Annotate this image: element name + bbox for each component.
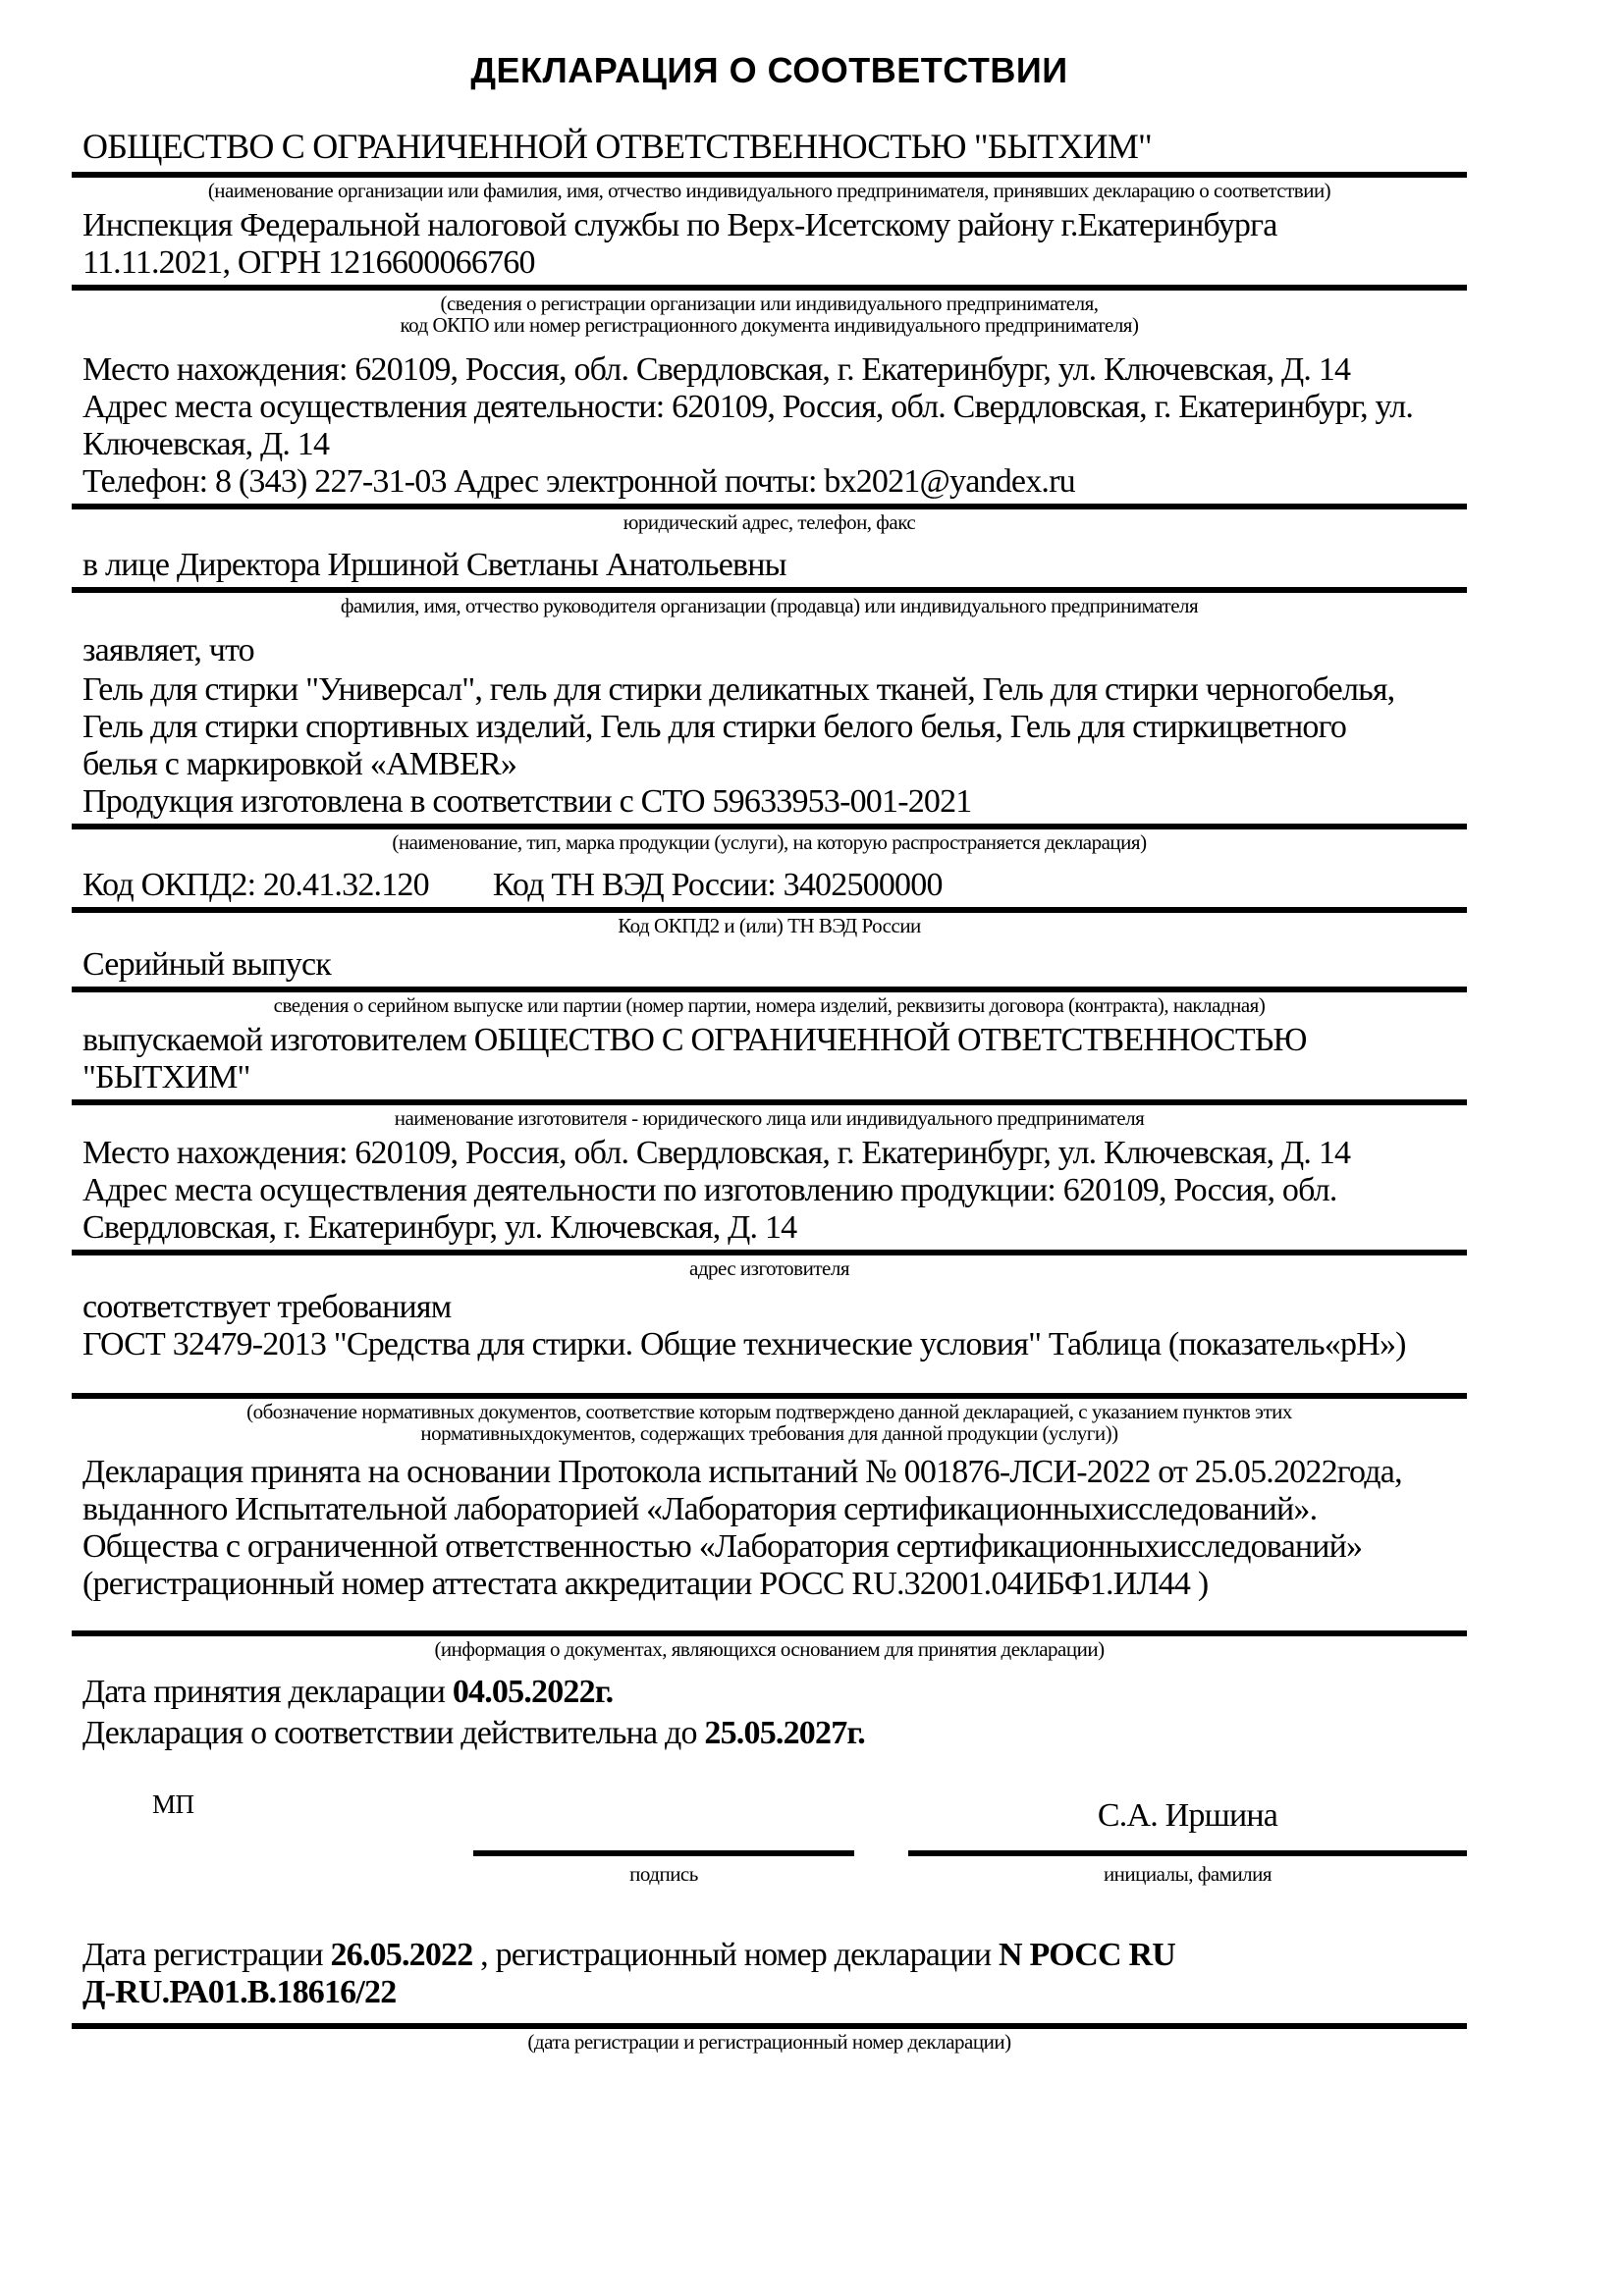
basis-line: Декларация принята на основании Протокола испытаний № 001876-ЛСИ-2022 от 25.05.2022года, — [82, 1454, 1402, 1490]
declarant-caption: (наименование организации или фамилия, имя, отчество индивидуального предпринимателя, принявших декларацию о соответствии) — [207, 179, 1331, 202]
manufacturer-address-caption: адрес изготовителя — [689, 1256, 849, 1280]
manufacturer-address-line: Место нахождения: 620109, Россия, обл. Свердловская, г. Екатеринбург, ул. Ключевская, Д. 14 — [82, 1135, 1351, 1171]
declares-line: заявляет, что — [82, 632, 254, 668]
compliance-section — [72, 1289, 1467, 1444]
company-head-caption: фамилия, имя, отчество руководителя организации (продавца) или индивидуального предпринимателя — [340, 594, 1199, 617]
basis-section — [72, 1454, 1467, 1660]
declarant-address-section — [72, 351, 1467, 533]
separator-rule — [72, 1099, 1467, 1105]
basis-line: выданного Испытательной лабораторией «Лаборатория сертификационныхисследований». — [82, 1491, 1318, 1527]
dates-section — [72, 1672, 1467, 1754]
signatory-name: С.А. Иршина — [1097, 1797, 1278, 1834]
validity-date-line — [72, 1713, 1467, 1754]
product-line: Гель для стирки спортивных изделий, Гель для стирки белого белья, Гель для стиркицветного — [82, 709, 1347, 745]
separator-rule — [72, 1630, 1467, 1636]
signature-block — [72, 1782, 1467, 1929]
serial-line: Серийный выпуск — [82, 946, 332, 983]
codes-line — [72, 867, 1467, 904]
registration-date-label: Дата регистрации — [82, 1937, 331, 1973]
registration-number-prefix: N РОСС RU — [998, 1937, 1175, 1973]
manufacturer-address-section — [72, 1135, 1467, 1279]
product-section — [72, 671, 1467, 853]
declarant-address-caption: юридический адрес, телефон, факс — [623, 510, 916, 534]
separator-rule — [72, 2023, 1467, 2029]
manufacturer-line: "БЫТХИМ" — [82, 1059, 250, 1095]
basis-line: (регистрационный номер аттестата аккредитации РОСС RU.32001.04ИБФ1.ИЛ44 ) — [82, 1566, 1209, 1602]
separator-rule — [72, 285, 1467, 291]
registration-number-label: , регистрационный номер декларации — [472, 1937, 999, 1973]
registration-number-section — [72, 1937, 1467, 2053]
declarant-address-line: Адрес места осуществления деятельности: 620109, Россия, обл. Свердловская, г. Екатеринбург, ул. — [82, 389, 1414, 425]
separator-rule — [72, 987, 1467, 992]
document-title: ДЕКЛАРАЦИЯ О СООТВЕТСТВИИ — [470, 50, 1068, 90]
manufacturer-caption: наименование изготовителя - юридического лица или индивидуального предпринимателя — [394, 1106, 1145, 1130]
separator-rule — [72, 824, 1467, 829]
registration-info-section — [72, 207, 1467, 336]
product-caption: (наименование, тип, марка продукции (услуги), на которую распространяется декларация) — [392, 830, 1147, 854]
registration-date-value: 26.05.2022 — [330, 1937, 473, 1973]
declarant-section — [72, 124, 1467, 201]
acceptance-date-value: 04.05.2022г. — [452, 1674, 614, 1710]
validity-date-label: Декларация о соответствии действительна до — [82, 1715, 705, 1751]
basis-line: Общества с ограниченной ответственностью «Лаборатория сертификационныхисследований» — [82, 1528, 1363, 1565]
company-head-section — [72, 547, 1467, 616]
okpd2-code: Код ОКПД2: 20.41.32.120 — [82, 867, 429, 903]
registration-info-caption: код ОКПО или номер регистрационного документа индивидуального предпринимателя) — [400, 313, 1139, 337]
declarant-name: ОБЩЕСТВО С ОГРАНИЧЕННОЙ ОТВЕТСТВЕННОСТЬЮ "БЫТХИМ" — [82, 127, 1152, 166]
declarant-address-line: Ключевская, Д. 14 — [82, 426, 330, 462]
registration-info-line: 11.11.2021, ОГРН 1216600066760 — [82, 244, 535, 281]
manufacturer-address-line: Свердловская, г. Екатеринбург, ул. Ключевская, Д. 14 — [82, 1209, 797, 1246]
signature-line — [473, 1850, 854, 1856]
separator-rule — [72, 172, 1467, 178]
compliance-standard-line: ГОСТ 32479-2013 "Средства для стирки. Общие технические условия" Таблица (показатель«рН») — [82, 1326, 1406, 1362]
company-head-line: в лице Директора Иршиной Светланы Анатольевны — [82, 547, 786, 583]
compliance-intro-line: соответствует требованиям — [82, 1289, 452, 1325]
declarant-contact-line: Телефон: 8 (343) 227-31-03 Адрес электронной почты: bx2021@yandex.ru — [82, 463, 1075, 500]
separator-rule — [72, 1393, 1467, 1399]
acceptance-date-line — [72, 1672, 1467, 1713]
serial-section — [72, 946, 1467, 1016]
manufacturer-address-line: Адрес места осуществления деятельности по изготовлению продукции: 620109, Россия, обл. — [82, 1172, 1337, 1208]
tnved-code: Код ТН ВЭД России: 3402500000 — [492, 867, 943, 903]
registration-number-value: Д-RU.РА01.В.18616/22 — [82, 1974, 397, 2010]
product-line: Гель для стирки "Универсал", гель для стирки деликатных тканей, Гель для стирки черногобелья, — [82, 671, 1395, 708]
separator-rule — [72, 1250, 1467, 1255]
manufacturer-line: выпускаемой изготовителем ОБЩЕСТВО С ОГРАНИЧЕННОЙ ОТВЕТСТВЕННОСТЬЮ — [82, 1022, 1307, 1058]
signature-caption: подпись — [629, 1862, 698, 1886]
basis-caption: (информация о документах, являющихся основанием для принятия декларации) — [434, 1637, 1105, 1661]
manufacturer-section — [72, 1022, 1467, 1129]
product-line: белья с маркировкой «AMBER» — [82, 746, 517, 782]
declarant-address-line: Место нахождения: 620109, Россия, обл. Свердловская, г. Екатеринбург, ул. Ключевская, Д. 14 — [82, 351, 1351, 388]
compliance-caption: нормативныхдокументов, содержащих требования для данной продукции (услуги)) — [420, 1421, 1118, 1445]
signatory-name-line — [908, 1850, 1467, 1856]
compliance-caption: (обозначение нормативных документов, соответствие которым подтверждено данной декларацией, с указанием пунктов этих — [246, 1400, 1292, 1423]
separator-rule — [72, 587, 1467, 593]
separator-rule — [72, 504, 1467, 509]
registration-number-caption: (дата регистрации и регистрационный номер декларации) — [527, 2030, 1011, 2054]
registration-info-line: Инспекция Федеральной налоговой службы по Верх-Исетскому району г.Екатеринбурга — [82, 207, 1277, 243]
separator-rule — [72, 907, 1467, 913]
registration-info-caption: (сведения о регистрации организации или индивидуального предпринимателя, — [440, 292, 1099, 315]
codes-caption: Код ОКПД2 и (или) ТН ВЭД России — [618, 914, 921, 937]
validity-date-value: 25.05.2027г. — [704, 1715, 865, 1751]
registration-date-line — [72, 1937, 1467, 1974]
stamp-placeholder: МП — [152, 1789, 194, 1819]
signatory-name-caption: инициалы, фамилия — [1103, 1862, 1272, 1886]
codes-section — [72, 867, 1467, 936]
acceptance-date-label: Дата принятия декларации — [82, 1674, 453, 1710]
serial-caption: сведения о серийном выпуске или партии (номер партии, номера изделий, реквизиты договора (контракта), накладная) — [273, 993, 1266, 1017]
product-standard-line: Продукция изготовлена в соответствии с СТО 59633953-001-2021 — [82, 783, 972, 820]
